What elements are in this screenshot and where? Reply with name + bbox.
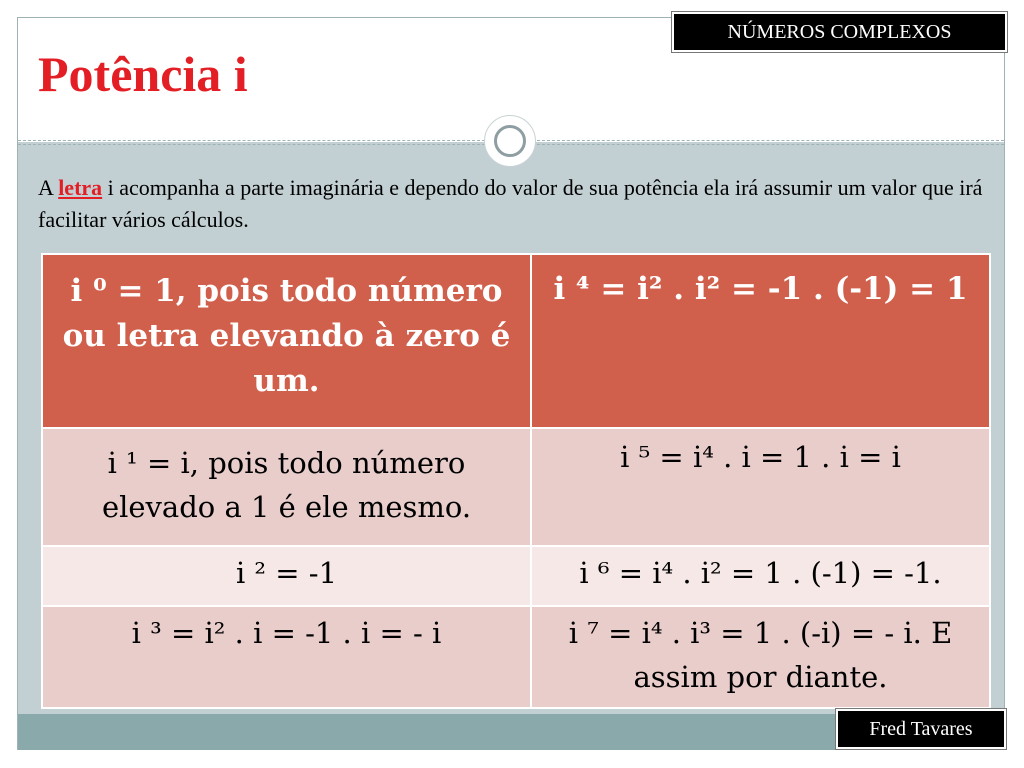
table-row <box>42 546 990 606</box>
table-row <box>42 254 990 428</box>
table-cell: i ³ = i² . i = -1 . i = - i <box>42 606 531 708</box>
powers-table <box>41 253 991 709</box>
table-cell: i ¹ = i, pois todo número elevado a 1 é ele mesmo. <box>42 428 531 546</box>
table-row <box>42 606 990 708</box>
table-cell: i ⁶ = i⁴ . i² = 1 . (-1) = -1. <box>531 546 990 606</box>
intro-paragraph <box>38 172 998 236</box>
author-tag: Fred Tavares <box>836 709 1006 749</box>
table-cell: i ⁷ = i⁴ . i³ = 1 . (-i) = - i. E assim por diante. <box>531 606 990 708</box>
section-tag: NÚMEROS COMPLEXOS <box>672 12 1007 52</box>
letra-link[interactable]: letra <box>58 175 103 200</box>
table-cell: i ⁵ = i⁴ . i = 1 . i = i <box>531 428 990 546</box>
circle-ornament-icon <box>484 115 536 167</box>
intro-text-start: A <box>38 175 59 200</box>
circle-ornament-ring <box>494 125 526 157</box>
intro-text-end: i acompanha a parte imaginária e dependo do valor de sua potência ela irá assumir um valor que irá facilitar vários cálculos. <box>38 175 983 232</box>
table-cell: i ² = -1 <box>42 546 531 606</box>
table-cell: i ⁰ = 1, pois todo número ou letra elevando à zero é um. <box>42 254 531 428</box>
table-cell: i ⁴ = i² . i² = -1 . (-1) = 1 <box>531 254 990 428</box>
slide-title: Potência i <box>38 46 248 102</box>
table-row <box>42 428 990 546</box>
